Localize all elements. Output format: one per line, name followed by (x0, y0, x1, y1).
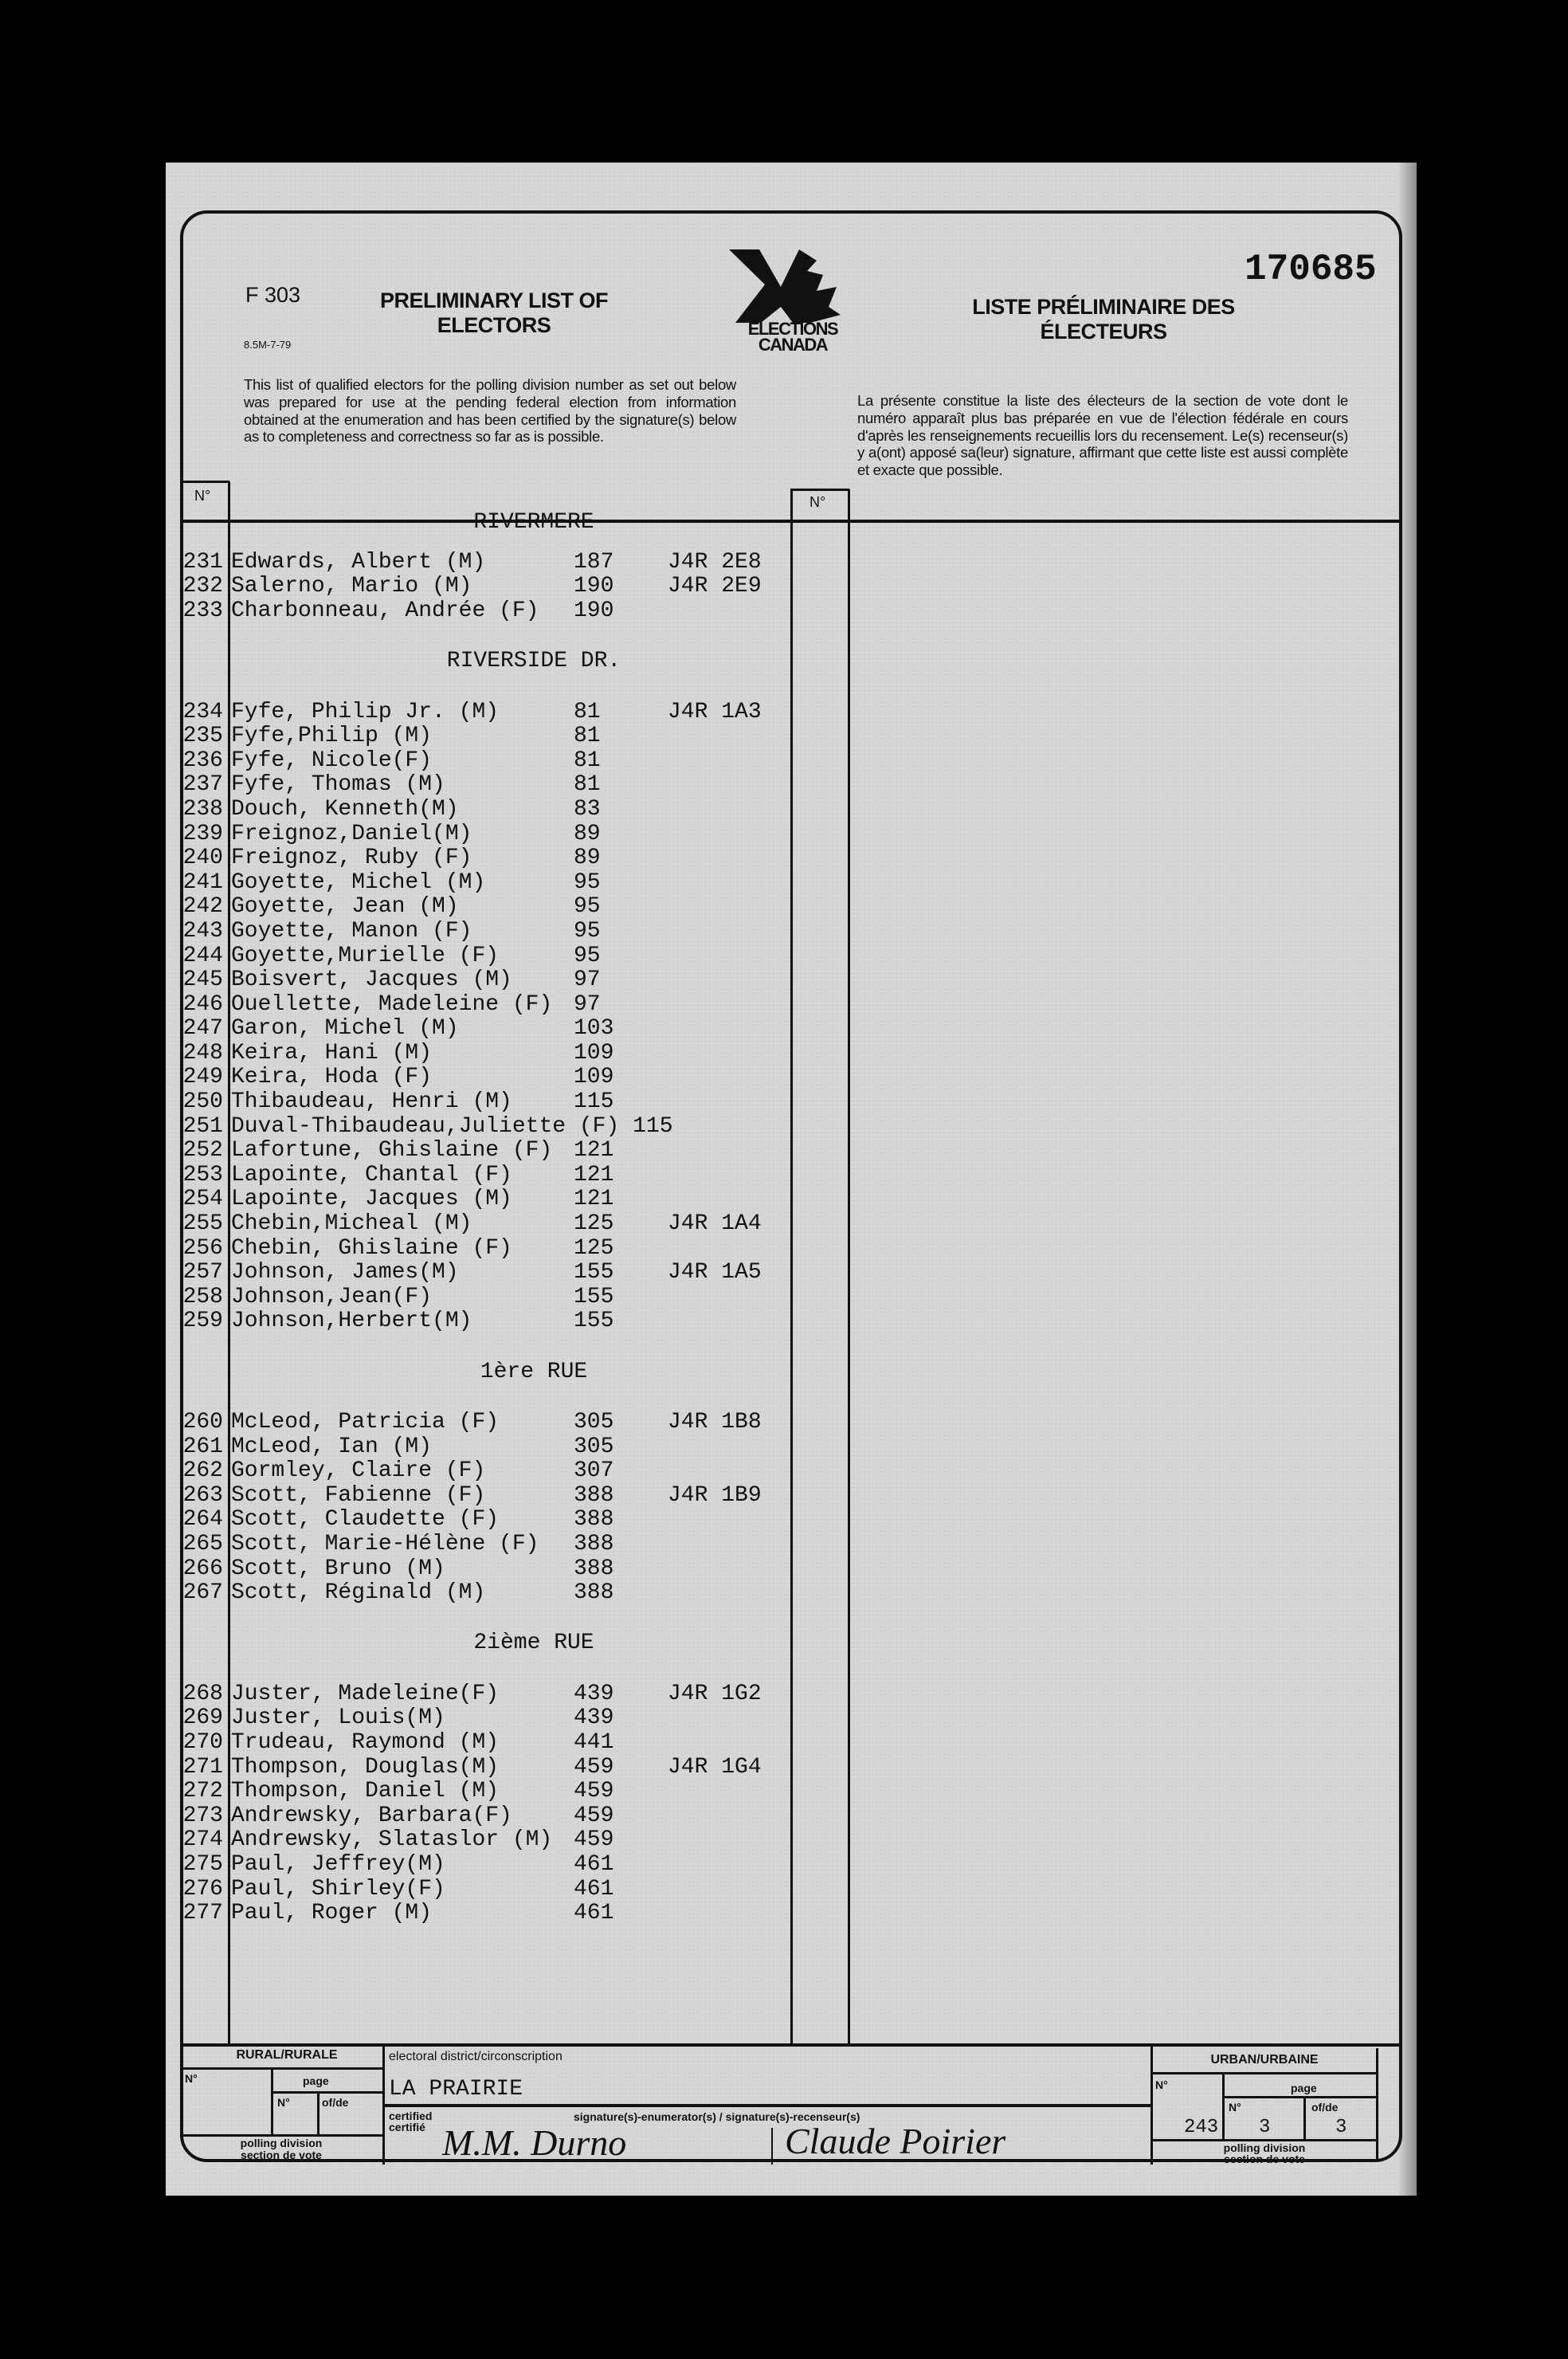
postal-code: J4R 1B8 (668, 1410, 762, 1435)
civic-number: 459 (574, 1754, 614, 1780)
elector-name: Lafortune, Ghislaine (F) (231, 1138, 553, 1164)
elector-name: Thompson, Douglas(M) (231, 1754, 500, 1780)
intro-en: This list of qualified electors for the polling division number as set out below was prepared for use at the pending federal election from information obtained at the enumeration and has been certified by the signature(s) below as to completeness and correctness so far as is possible. (244, 376, 736, 446)
civic-number: 190 (574, 598, 614, 623)
rural-of-label: of/de (322, 2096, 349, 2109)
elector-row (180, 1309, 792, 1334)
elector-row (180, 575, 792, 599)
serial-number: 170685 (1245, 249, 1377, 290)
civic-number: 155 (574, 1284, 614, 1309)
civic-number: 441 (574, 1729, 614, 1755)
civic-number: 388 (574, 1556, 614, 1581)
left-no-box-top (180, 481, 229, 483)
elector-row (180, 1435, 792, 1459)
civic-number: 388 (574, 1580, 614, 1606)
civic-number: 307 (574, 1458, 614, 1484)
label: section de vote (1224, 2153, 1305, 2165)
civic-number: 190 (574, 574, 614, 599)
civic-number: 109 (574, 1040, 614, 1066)
elector-name: Freignoz, Ruby (F) (231, 846, 472, 871)
certified-label (389, 2110, 432, 2133)
elector-number: 261 (182, 1434, 223, 1459)
elector-name: Ouellette, Madeleine (F) (231, 991, 553, 1017)
elector-row (180, 992, 792, 1017)
civic-number: 109 (574, 1065, 614, 1090)
elector-row (180, 1730, 792, 1755)
postal-code: J4R 2E8 (668, 549, 762, 575)
district-value: LA PRAIRIE (389, 2077, 523, 2102)
elections-canada-logo (721, 243, 864, 363)
civic-number: 95 (574, 894, 601, 920)
signature-label: signature(s)-enumerator(s) / signature(s)-recenseur(s) (574, 2110, 860, 2123)
elector-number: 245 (182, 968, 223, 993)
civic-number: 95 (574, 943, 601, 968)
postal-code: J4R 1A4 (668, 1211, 762, 1237)
elector-row (180, 1163, 792, 1187)
elector-number: 277 (182, 1901, 223, 1926)
elector-row (180, 822, 792, 846)
elector-name: Scott, Réginald (M) (231, 1580, 486, 1606)
postal-code: J4R 2E9 (668, 574, 762, 599)
elector-row (180, 1779, 792, 1804)
elector-row (180, 1532, 792, 1556)
center-rule-right (848, 489, 850, 2043)
urban-of-label: of/de (1311, 2101, 1339, 2114)
rule (180, 2067, 382, 2070)
elector-number: 268 (182, 1681, 223, 1706)
elector-name: McLeod, Ian (M) (231, 1434, 433, 1459)
rule (1303, 2096, 1306, 2141)
right-no-box-top (790, 489, 849, 491)
intro-fr: La présente constitue la liste des électeurs de la section de vote dont le numéro apparaît plus bas préparée en vue de l'élection fédérale en cours d'après les renseignements recueillis lors du recensement. Le(s) recenseur(s) y a(ont) apposé sa(leur) signature, affirmant que cette liste est aussi complète et exacte que possible. (857, 392, 1348, 479)
elector-name: Johnson, James(M) (231, 1260, 459, 1285)
rule (771, 2128, 773, 2165)
footer-top-rule (180, 2043, 1402, 2047)
civic-number: 103 (574, 1016, 614, 1042)
rural-page-no-label: N° (277, 2096, 290, 2109)
elector-number: 267 (182, 1580, 223, 1606)
elector-number: 240 (182, 846, 223, 871)
civic-number: 89 (574, 846, 601, 871)
elector-name: Scott, Fabienne (F) (231, 1482, 486, 1508)
rule (1151, 2072, 1378, 2074)
rule (271, 2069, 273, 2134)
civic-number: 115 (574, 1089, 614, 1115)
civic-number: 121 (574, 1162, 614, 1187)
title-en: PRELIMINARY LIST OF ELECTORS (379, 288, 608, 337)
elector-number: 263 (182, 1482, 223, 1508)
elector-row (180, 1682, 792, 1706)
elector-row (180, 870, 792, 895)
rule (317, 2091, 319, 2134)
civic-number: 97 (574, 968, 601, 993)
elector-name: Goyette, Michel (M) (231, 869, 486, 895)
elector-number: 243 (182, 918, 223, 944)
elector-number: 232 (182, 574, 223, 599)
elector-row (180, 599, 792, 623)
elector-number: 244 (182, 943, 223, 968)
elector-name: Fyfe,Philip (M) (231, 724, 433, 749)
elector-row (180, 1138, 792, 1163)
civic-number: 305 (574, 1410, 614, 1435)
elector-number: 251 (182, 1113, 223, 1139)
elector-number: 250 (182, 1089, 223, 1115)
elector-name: Douch, Kenneth(M) (231, 796, 459, 822)
elector-name: Juster, Madeleine(F) (231, 1681, 500, 1706)
elector-row (180, 700, 792, 724)
elector-number: 255 (182, 1211, 223, 1237)
elector-number: 259 (182, 1309, 223, 1334)
rural-page-label: page (303, 2074, 329, 2087)
elector-row (180, 944, 792, 968)
electors-list (180, 510, 792, 1925)
elector-name: Andrewsky, Slataslor (M) (231, 1827, 553, 1853)
elector-row (180, 968, 792, 992)
elector-number: 271 (182, 1754, 223, 1780)
elector-name: Andrewsky, Barbara(F) (231, 1803, 512, 1828)
elector-number: 256 (182, 1235, 223, 1261)
rule (382, 2104, 1151, 2107)
rule (271, 2091, 382, 2094)
urban-page-label: page (1291, 2082, 1317, 2094)
elector-row (180, 1066, 792, 1090)
label: certifié (389, 2121, 425, 2133)
elector-number: 265 (182, 1531, 223, 1556)
col-no-left: N° (194, 488, 211, 504)
elector-row (180, 1410, 792, 1435)
postal-code: J4R 1B9 (668, 1482, 762, 1508)
elector-name: Chebin,Micheal (M) (231, 1211, 472, 1237)
elector-name: McLeod, Patricia (F) (231, 1410, 500, 1435)
civic-number: 388 (574, 1482, 614, 1508)
urban-polling-division (1151, 2142, 1378, 2165)
label: certified (389, 2110, 433, 2122)
elector-name: Gormley, Claire (F) (231, 1458, 486, 1484)
polling-division-number: 243 (1184, 2117, 1219, 2138)
elector-name: Fyfe, Thomas (M) (231, 772, 445, 798)
elector-row (180, 1828, 792, 1853)
elector-name: Garon, Michel (M) (231, 1016, 459, 1042)
civic-number: 125 (574, 1235, 614, 1261)
elector-row (180, 550, 792, 575)
civic-number: 439 (574, 1681, 614, 1706)
civic-number: 81 (574, 772, 601, 798)
elector-name: Edwards, Albert (M) (231, 549, 486, 575)
elector-name: Johnson,Jean(F) (231, 1284, 433, 1309)
elector-name: Charbonneau, Andrée (F) (231, 598, 539, 623)
elector-row (180, 1089, 792, 1114)
elector-row (180, 1508, 792, 1533)
elector-number: 276 (182, 1876, 223, 1902)
elector-name: Goyette, Manon (F) (231, 918, 472, 944)
elector-name: Chebin, Ghislaine (F) (231, 1235, 512, 1261)
elector-number: 252 (182, 1138, 223, 1164)
elector-name: Paul, Shirley(F) (231, 1876, 445, 1902)
elector-row (180, 1755, 792, 1780)
civic-number: 97 (574, 991, 601, 1017)
civic-number: 121 (574, 1138, 614, 1164)
elector-number: 269 (182, 1705, 223, 1731)
elector-row (180, 1556, 792, 1581)
rule (1222, 2096, 1378, 2098)
rural-label: RURAL/RURALE (236, 2048, 338, 2062)
civic-number: 89 (574, 821, 601, 846)
elector-name: Trudeau, Raymond (M) (231, 1729, 500, 1755)
elector-row (180, 846, 792, 870)
elector-number: 248 (182, 1040, 223, 1066)
elector-number: 231 (182, 549, 223, 575)
elector-number: 238 (182, 796, 223, 822)
postal-code: J4R 1G2 (668, 1681, 762, 1706)
elector-name: Goyette,Murielle (F) (231, 943, 500, 968)
elector-number: 246 (182, 991, 223, 1017)
urban-label: URBAN/URBAINE (1210, 2053, 1319, 2067)
civic-number: 95 (574, 869, 601, 895)
civic-number: 121 (574, 1187, 614, 1212)
street-heading: 2ième RUE (473, 1631, 594, 1656)
elector-number: 262 (182, 1458, 223, 1484)
elector-number: 266 (182, 1556, 223, 1581)
elector-number: 254 (182, 1187, 223, 1212)
elector-name: Scott, Marie-Hélène (F) (231, 1531, 539, 1556)
elector-row (180, 1901, 792, 1925)
elector-name: Scott, Bruno (M) (231, 1556, 445, 1581)
elector-name: Scott, Claudette (F) (231, 1507, 500, 1533)
civic-number: 155 (574, 1309, 614, 1334)
postal-code: J4R 1A5 (668, 1260, 762, 1285)
page-number: 3 (1259, 2117, 1271, 2138)
elector-number: 242 (182, 894, 223, 920)
civic-number: 461 (574, 1901, 614, 1926)
elector-number: 249 (182, 1065, 223, 1090)
elector-name: Juster, Louis(M) (231, 1705, 445, 1731)
elector-name: Lapointe, Jacques (M) (231, 1187, 512, 1212)
street-heading: RIVERMERE (473, 510, 594, 535)
elector-name: Paul, Roger (M) (231, 1901, 433, 1926)
elector-name: Paul, Jeffrey(M) (231, 1851, 445, 1877)
elector-number: 241 (182, 869, 223, 895)
signature-2: Claude Poirier (785, 2121, 1006, 2161)
elector-row (180, 1852, 792, 1877)
civic-number: 115 (633, 1113, 673, 1139)
elector-name: Keira, Hoda (F) (231, 1065, 433, 1090)
civic-number: 461 (574, 1851, 614, 1877)
elector-row (180, 1114, 792, 1139)
civic-number: 125 (574, 1211, 614, 1237)
elector-name: Salerno, Mario (M) (231, 574, 472, 599)
elector-number: 237 (182, 772, 223, 798)
elector-row (180, 1580, 792, 1605)
postal-code: J4R 1G4 (668, 1754, 762, 1780)
form-number: F 303 (245, 283, 301, 307)
district-label: electoral district/circonscription (389, 2050, 563, 2063)
elector-row (180, 1483, 792, 1508)
civic-number: 439 (574, 1705, 614, 1731)
elector-name: Johnson,Herbert(M) (231, 1309, 472, 1334)
label: polling division (1223, 2141, 1306, 2154)
elector-row (180, 1458, 792, 1483)
civic-number: 459 (574, 1779, 614, 1804)
elector-row (180, 1706, 792, 1731)
rural-polling-division (180, 2137, 382, 2161)
street-heading: 1ère RUE (480, 1359, 588, 1384)
label: polling division (240, 2137, 323, 2149)
elector-name: Freignoz,Daniel(M) (231, 821, 472, 846)
civic-number: 459 (574, 1803, 614, 1828)
elector-row (180, 748, 792, 773)
print-code: 8.5M-7-79 (244, 339, 292, 351)
elector-name: Fyfe, Philip Jr. (M) (231, 699, 500, 724)
urban-no-label: N° (1155, 2078, 1168, 2091)
elector-row (180, 1804, 792, 1828)
elector-row (180, 1017, 792, 1042)
elector-number: 270 (182, 1729, 223, 1755)
rule (1222, 2072, 1225, 2141)
elector-row (180, 1211, 792, 1236)
title-fr: LISTE PRÉLIMINAIRE DES ÉLECTEURS (972, 295, 1235, 343)
elector-number: 258 (182, 1284, 223, 1309)
elector-row (180, 724, 792, 748)
elector-row (180, 1877, 792, 1902)
civic-number: 81 (574, 724, 601, 749)
elector-number: 236 (182, 748, 223, 773)
elector-number: 274 (182, 1827, 223, 1853)
elector-name: Goyette, Jean (M) (231, 894, 459, 920)
elector-row (180, 1041, 792, 1066)
elector-number: 253 (182, 1162, 223, 1187)
elector-row (180, 1285, 792, 1309)
elector-row (180, 773, 792, 798)
street-heading: RIVERSIDE DR. (446, 649, 621, 674)
civic-number: 81 (574, 699, 601, 724)
elector-name: Thompson, Daniel (M) (231, 1779, 500, 1804)
label: section de vote (241, 2149, 322, 2161)
elector-row (180, 797, 792, 822)
elector-number: 264 (182, 1507, 223, 1533)
elector-row (180, 895, 792, 920)
elector-number: 235 (182, 724, 223, 749)
elector-number: 273 (182, 1803, 223, 1828)
col-no-right: N° (809, 494, 826, 510)
logo-text: ELECTIONS CANADA (747, 319, 838, 355)
elector-number: 257 (182, 1260, 223, 1285)
page-total: 3 (1335, 2117, 1347, 2138)
elector-number: 234 (182, 699, 223, 724)
civic-number: 388 (574, 1531, 614, 1556)
elector-number: 272 (182, 1779, 223, 1804)
elector-name: Duval-Thibaudeau,Juliette (F) (231, 1113, 633, 1139)
elector-name: Lapointe, Chantal (F) (231, 1162, 512, 1187)
postal-code: J4R 1A3 (668, 699, 762, 724)
civic-number: 155 (574, 1260, 614, 1285)
elector-number: 233 (182, 598, 223, 623)
civic-number: 388 (574, 1507, 614, 1533)
elector-number: 239 (182, 821, 223, 846)
signature-1: M.M. Durno (442, 2122, 627, 2163)
elector-number: 247 (182, 1016, 223, 1042)
civic-number: 95 (574, 918, 601, 944)
civic-number: 187 (574, 549, 614, 575)
elector-name: Thibaudeau, Henri (M) (231, 1089, 512, 1115)
elector-row (180, 1260, 792, 1285)
elector-number: 275 (182, 1851, 223, 1877)
civic-number: 83 (574, 796, 601, 822)
civic-number: 81 (574, 748, 601, 773)
elector-row (180, 1187, 792, 1212)
elector-row (180, 919, 792, 944)
civic-number: 305 (574, 1434, 614, 1459)
civic-number: 461 (574, 1876, 614, 1902)
rural-no-label: N° (185, 2072, 198, 2085)
elector-name: Boisvert, Jacques (M) (231, 968, 512, 993)
civic-number: 459 (574, 1827, 614, 1853)
elector-number: 260 (182, 1410, 223, 1435)
urban-page-no-label: N° (1229, 2101, 1241, 2114)
elector-name: Fyfe, Nicole(F) (231, 748, 433, 773)
elector-row (180, 1236, 792, 1261)
elector-name: Keira, Hani (M) (231, 1040, 433, 1066)
